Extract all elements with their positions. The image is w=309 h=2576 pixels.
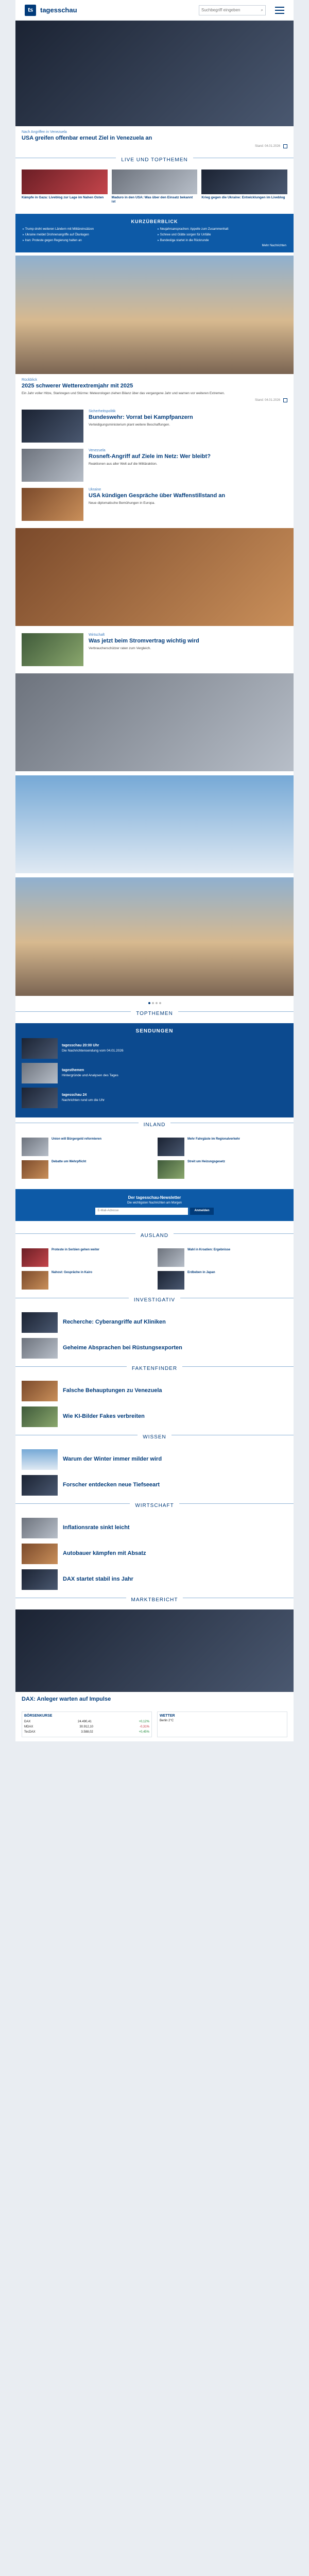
grid-item[interactable]: Streit um Heizungsgesetz — [158, 1160, 287, 1179]
article-image[interactable] — [15, 256, 294, 374]
kurz-item[interactable]: ▸ Neujahrsansprachen: Appelle zum Zusammenhalt — [158, 227, 286, 231]
sendung-item[interactable]: tagesthemen Hintergründe und Analysen des Tages — [22, 1063, 287, 1083]
article-title[interactable]: 2025 schwerer Wetterextremjahr mit 2025 — [22, 383, 133, 389]
newsletter-sub: Die wichtigsten Nachrichten am Morgen — [127, 1201, 182, 1205]
feature-image[interactable] — [15, 877, 294, 996]
article-row[interactable]: Ukraine USA kündigen Gespräche über Waffenstillstand an Neue diplomatische Bemühungen in Europa. — [15, 485, 294, 524]
list-item[interactable]: Warum der Winter immer milder wird — [15, 1447, 294, 1472]
hero-image[interactable] — [15, 21, 294, 126]
grid-item[interactable]: Nahost: Gespräche in Kairo — [22, 1271, 151, 1290]
list-item[interactable]: Recherche: Cyberangriffe auf Kliniken — [15, 1310, 294, 1335]
kurz-item[interactable]: ▸ Schnee und Glätte sorgen für Unfälle — [158, 233, 286, 236]
kurz-more-link[interactable]: Mehr Nachrichten — [262, 244, 286, 248]
hero-title[interactable]: USA greifen offenbar erneut Ziel in Venezuela an — [22, 135, 152, 141]
kurz-item[interactable]: ▸ Trump droht weiteren Ländern mit Militäreinsätzen — [23, 227, 151, 231]
live-card[interactable]: Maduro in den USA: Was über den Einsatz bekannt ist — [112, 170, 198, 204]
search-input[interactable] — [199, 5, 266, 15]
section-faktenfinder[interactable]: FAKTENFINDER — [127, 1366, 182, 1371]
weather-box[interactable]: WETTER Berlin 2°C — [157, 1711, 287, 1737]
feature-image[interactable] — [15, 673, 294, 771]
search-placeholder: Suchbegriff eingeben — [201, 8, 241, 12]
section-ausland[interactable]: AUSLAND — [135, 1233, 174, 1239]
article-row[interactable]: Sicherheitspolitik Bundeswehr: Vorrat bei Kampfpanzern Verteidigungsministerium plant weitere Beschaffungen. — [15, 406, 294, 446]
article-row[interactable]: Wirtschaft Was jetzt beim Stromvertrag wichtig wird Verbraucherschützer raten zum Vergleich. — [15, 630, 294, 669]
grid-item[interactable]: Mehr Fahrgäste im Regionalverkehr — [158, 1138, 287, 1156]
newsletter-title: Der tagesschau-Newsletter — [128, 1195, 181, 1200]
grid-item[interactable]: Union will Bürgergeld reformieren — [22, 1138, 151, 1156]
list-item[interactable]: Autobauer kämpfen mit Absatz — [15, 1541, 294, 1567]
section-investigativ[interactable]: INVESTIGATIV — [129, 1297, 180, 1303]
site-header — [15, 0, 294, 21]
market-title[interactable]: DAX: Anleger warten auf Impulse — [22, 1696, 111, 1702]
list-item[interactable]: DAX startet stabil ins Jahr — [15, 1567, 294, 1592]
share-icon[interactable] — [283, 398, 287, 402]
list-item[interactable]: Forscher entdecken neue Tiefseeart — [15, 1472, 294, 1498]
article-text: Ein Jahr voller Hitze, Starkregen und Stürme: Meteorologen ziehen Bilanz über das vergangene Jahr und warnen vor weiteren Extremen. — [22, 392, 225, 396]
article-kicker: Rückblick — [22, 378, 37, 382]
list-item[interactable]: Inflationsrate sinkt leicht — [15, 1515, 294, 1541]
stock-box[interactable]: BÖRSENKURSE DAX 24.490,41 +0,12% MDAX 30.912,10 -0,31% TecDAX 3.588,02 +0,45% — [22, 1711, 152, 1737]
section-marktbericht[interactable]: MARKTBERICHT — [126, 1597, 183, 1603]
brand-name[interactable]: tagesschau — [40, 6, 77, 14]
grid-item[interactable]: Wahl in Kroatien: Ergebnisse — [158, 1248, 287, 1267]
article-meta: Stand: 04.01.2026 — [254, 398, 280, 402]
kurz-item[interactable]: ▸ Ukraine meldet Drohnenangriffe auf Ölanlagen — [23, 233, 151, 236]
carousel-dots[interactable] — [15, 1000, 294, 1006]
grid-item[interactable]: Debatte um Wehrpflicht — [22, 1160, 151, 1179]
hero-meta: Stand: 04.01.2026 — [22, 144, 287, 148]
hero-kicker: Nach Angriffen in Venezuela — [22, 130, 67, 134]
sendung-item[interactable]: tagesschau 20:00 Uhr Die Nachrichtensendung vom 04.01.2026 — [22, 1038, 287, 1059]
search-icon[interactable]: ⌕ — [261, 7, 263, 12]
sendungen-title: SENDUNGEN — [135, 1028, 174, 1034]
newsletter-submit-button[interactable]: Anmelden — [190, 1208, 213, 1215]
live-topics — [15, 170, 294, 204]
share-icon[interactable] — [283, 144, 287, 148]
section-wirtschaft[interactable]: WIRTSCHAFT — [130, 1503, 179, 1509]
grid-item[interactable]: Erdbeben in Japan — [158, 1271, 287, 1290]
live-card[interactable]: Kämpfe in Gaza: Liveblog zur Lage im Nahen Osten — [22, 170, 108, 204]
section-wissen[interactable]: WISSEN — [138, 1434, 171, 1440]
newsletter-email-input[interactable]: E-Mail-Adresse — [95, 1208, 188, 1215]
menu-icon[interactable] — [275, 7, 284, 14]
newsletter-box — [15, 1189, 294, 1221]
market-image[interactable] — [15, 1609, 294, 1692]
feature-image[interactable] — [15, 528, 294, 626]
list-item[interactable]: Geheime Absprachen bei Rüstungsexporten — [15, 1335, 294, 1361]
live-section-head: LIVE UND TOPTHEMEN — [15, 152, 294, 170]
kurz-item[interactable]: ▸ Bundesliga startet in die Rückrunde — [158, 239, 286, 242]
section-inland[interactable]: INLAND — [139, 1122, 171, 1128]
weather-value: Berlin 2°C — [160, 1719, 174, 1722]
sendungen-box — [15, 1023, 294, 1117]
sendung-item[interactable]: tagesschau 24 Nachrichten rund um die Uhr — [22, 1088, 287, 1108]
kurzueberblick-box — [15, 214, 294, 252]
kurz-title: KURZÜBERBLICK — [131, 219, 178, 225]
feature-image[interactable] — [15, 775, 294, 873]
list-item[interactable]: Wie KI-Bilder Fakes verbreiten — [15, 1404, 294, 1430]
live-card[interactable]: Krieg gegen die Ukraine: Entwicklungen im Liveblog — [201, 170, 287, 204]
footer-boxes — [15, 1707, 294, 1741]
kurz-item[interactable]: ▸ Iran: Proteste gegen Regierung halten an — [23, 239, 151, 242]
tagesschau-logo-icon[interactable]: ts — [25, 5, 36, 16]
list-item[interactable]: Falsche Behauptungen zu Venezuela — [15, 1378, 294, 1404]
article-row[interactable]: Venezuela Rosneft-Angriff auf Ziele im Netz: Wer bleibt? Reaktionen aus aller Welt auf die Militäraktion. — [15, 446, 294, 485]
inland-grid — [15, 1134, 294, 1182]
grid-item[interactable]: Proteste in Serbien gehen weiter — [22, 1248, 151, 1267]
topics-head: TOPTHEMEN — [15, 1006, 294, 1023]
